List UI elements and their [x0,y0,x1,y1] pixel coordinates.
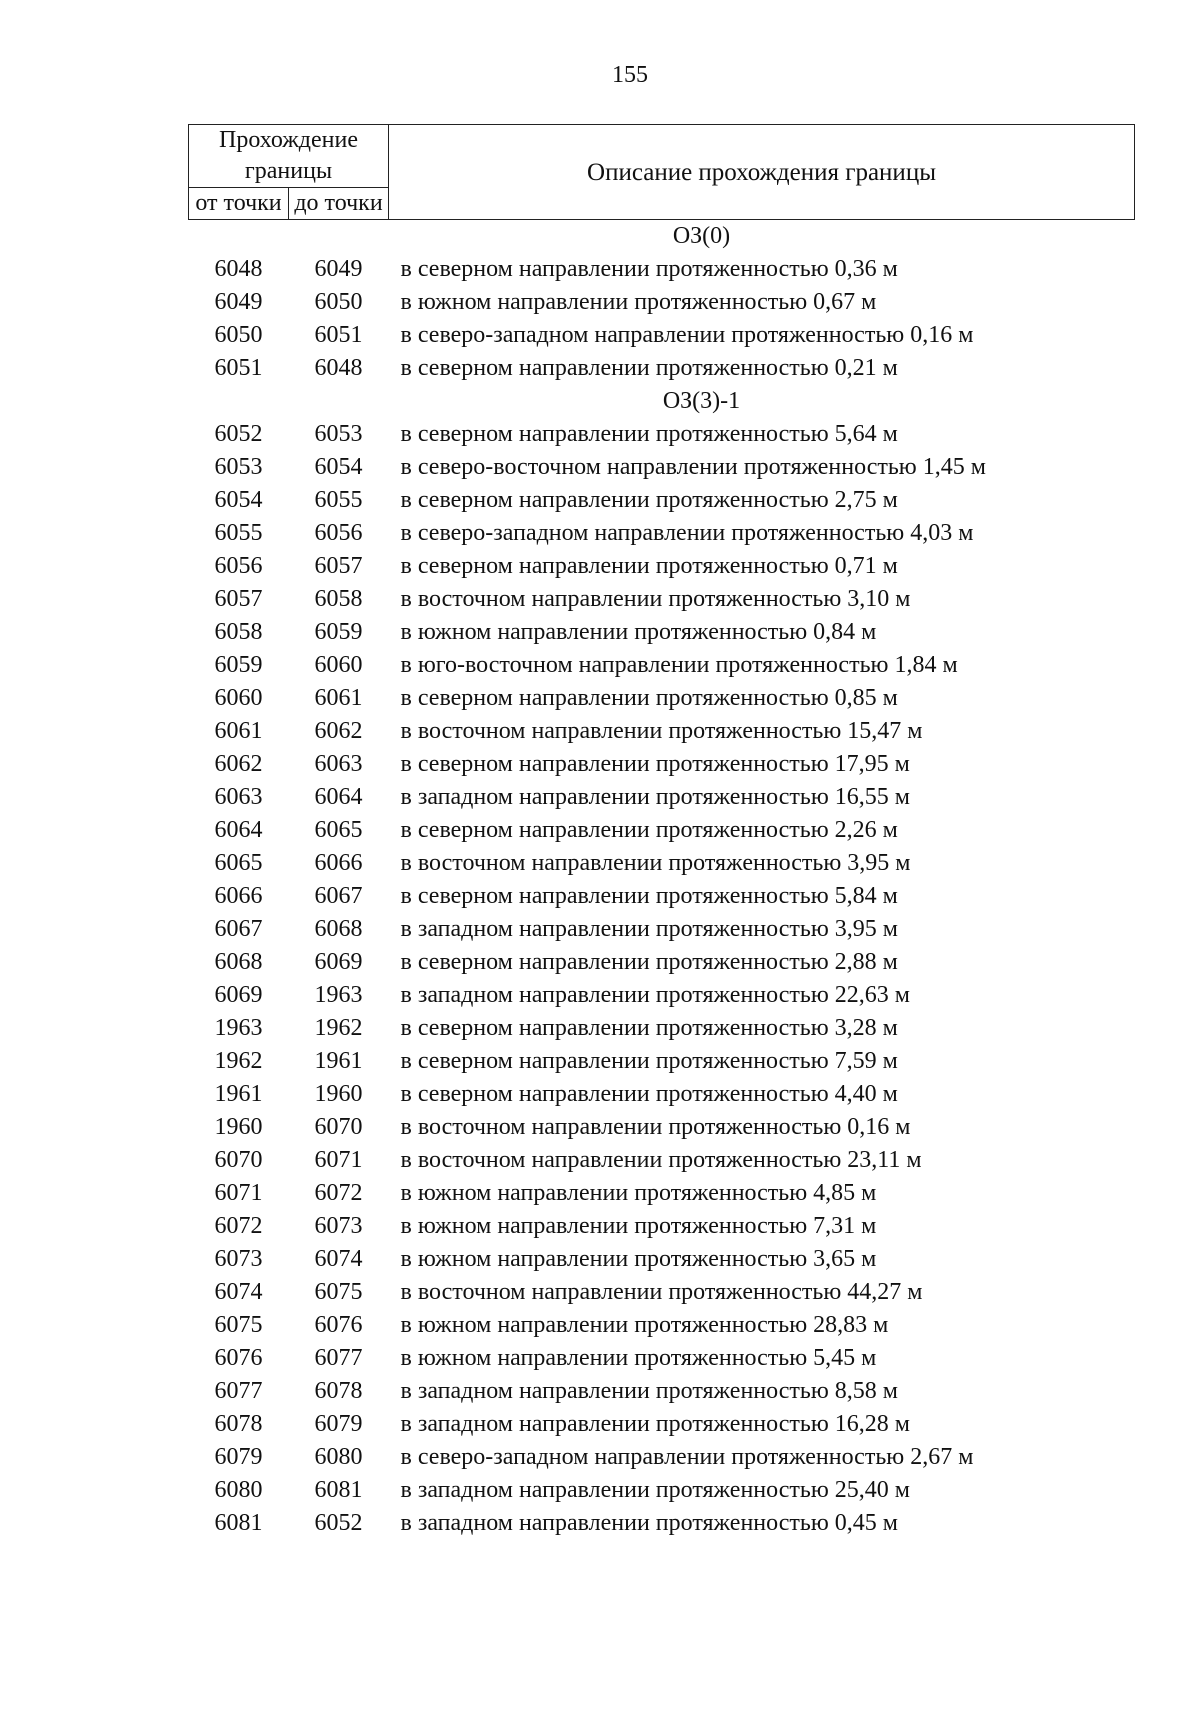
description-cell: в восточном направлении протяженностью 44,27 м [400,1279,923,1305]
description-cell: в южном направлении протяженностью 3,65 м [400,1246,877,1272]
to-point-cell: 6067 [314,883,363,909]
table-row [189,1078,1135,1111]
table-row [189,583,1135,616]
from-point-cell: 6053 [214,454,263,480]
page-number: 155 [612,62,648,88]
table-row [189,286,1135,319]
from-point-cell: 6067 [214,916,263,942]
table-row [189,451,1135,484]
description-cell: в южном направлении протяженностью 0,67 м [400,289,877,315]
description-cell: в северо-западном направлении протяженностью 4,03 м [400,520,974,546]
table-row [189,847,1135,880]
to-point-cell: 6057 [314,553,363,579]
table-row [189,1276,1135,1309]
table-row [189,550,1135,583]
from-point-cell: 6048 [214,256,263,282]
from-point-cell: 6075 [214,1312,263,1338]
header-passage: Прохождение границы [189,125,389,188]
table-row [189,352,1135,385]
table-row [189,1309,1135,1342]
description-cell: в северном направлении протяженностью 7,59 м [400,1048,898,1074]
from-point-cell: 6071 [214,1180,263,1206]
description-cell: в северном направлении протяженностью 2,26 м [400,817,898,843]
table-row [189,682,1135,715]
description-cell: в северном направлении протяженностью 17,95 м [400,751,910,777]
description-cell: в северном направлении протяженностью 3,28 м [400,1015,898,1041]
description-cell: в северном направлении протяженностью 0,71 м [400,553,898,579]
to-point-cell: 6062 [314,718,363,744]
from-point-cell: 6050 [214,322,263,348]
to-point-cell: 6073 [314,1213,363,1239]
from-point-cell: 6073 [214,1246,263,1272]
description-cell: в северном направлении протяженностью 5,64 м [400,421,898,447]
from-point-cell: 6072 [214,1213,263,1239]
description-cell: в южном направлении протяженностью 0,84 м [400,619,877,645]
to-point-cell: 6070 [314,1114,363,1140]
table-row [189,1243,1135,1276]
table-row [189,1210,1135,1243]
table-row [189,946,1135,979]
table-row [189,319,1135,352]
header-description: Описание прохождения границы [389,125,1135,220]
description-cell: в южном направлении протяженностью 5,45 м [400,1345,877,1371]
to-point-cell: 6068 [314,916,363,942]
table-row [189,1045,1135,1078]
description-cell: в северо-западном направлении протяженностью 2,67 м [400,1444,974,1470]
from-point-cell: 6057 [214,586,263,612]
table-row [189,649,1135,682]
description-cell: в восточном направлении протяженностью 15,47 м [400,718,923,744]
from-point-cell: 6080 [214,1477,263,1503]
to-point-cell: 6060 [314,652,363,678]
to-point-cell: 6065 [314,817,363,843]
description-cell: в западном направлении протяженностью 8,58 м [400,1378,898,1404]
from-point-cell: 6052 [214,421,263,447]
from-point-cell: 1960 [214,1114,263,1140]
description-cell: в восточном направлении протяженностью 3,95 м [400,850,911,876]
table-row [189,418,1135,451]
description-cell: в западном направлении протяженностью 3,95 м [400,916,898,942]
from-point-cell: 6060 [214,685,263,711]
to-point-cell: 6053 [314,421,363,447]
description-cell: в западном направлении протяженностью 0,45 м [400,1510,898,1536]
from-point-cell: 6063 [214,784,263,810]
to-point-cell: 1963 [314,982,363,1008]
to-point-cell: 6072 [314,1180,363,1206]
from-point-cell: 6074 [214,1279,263,1305]
description-cell: в южном направлении протяженностью 28,83 м [400,1312,889,1338]
to-point-cell: 6079 [314,1411,363,1437]
description-cell: в восточном направлении протяженностью 0,16 м [400,1114,911,1140]
to-point-cell: 6078 [314,1378,363,1404]
to-point-cell: 6059 [314,619,363,645]
description-cell: в северном направлении протяженностью 0,85 м [400,685,898,711]
from-point-cell: 6065 [214,850,263,876]
from-point-cell: 6056 [214,553,263,579]
from-point-cell: 1961 [214,1081,263,1107]
table-row [189,1144,1135,1177]
description-cell: в южном направлении протяженностью 7,31 м [400,1213,877,1239]
table-row [189,1375,1135,1408]
table-body [189,220,1135,1541]
section-title: ОЗ(3)-1 [662,388,741,414]
table-row [189,253,1135,286]
table-row [189,781,1135,814]
section-title-row [189,220,1135,254]
to-point-cell: 6071 [314,1147,363,1173]
to-point-cell: 6074 [314,1246,363,1272]
from-point-cell: 6049 [214,289,263,315]
to-point-cell: 6080 [314,1444,363,1470]
from-point-cell: 6069 [214,982,263,1008]
table-row [189,913,1135,946]
from-point-cell: 6077 [214,1378,263,1404]
from-point-cell: 6076 [214,1345,263,1371]
boundary-table [188,124,1135,1540]
to-point-cell: 6051 [314,322,363,348]
description-cell: в северо-западном направлении протяженностью 0,16 м [400,322,974,348]
to-point-cell: 6063 [314,751,363,777]
from-point-cell: 6066 [214,883,263,909]
to-point-cell: 6050 [314,289,363,315]
table-row [189,1111,1135,1144]
to-point-cell: 1962 [314,1015,363,1041]
from-point-cell: 6078 [214,1411,263,1437]
to-point-cell: 1961 [314,1048,363,1074]
to-point-cell: 6061 [314,685,363,711]
table-row [189,1177,1135,1210]
table-row [189,1474,1135,1507]
to-point-cell: 6049 [314,256,363,282]
to-point-cell: 6055 [314,487,363,513]
table-row [189,1408,1135,1441]
from-point-cell: 6054 [214,487,263,513]
table-row [189,880,1135,913]
description-cell: в северо-восточном направлении протяженностью 1,45 м [400,454,986,480]
description-cell: в западном направлении протяженностью 25,40 м [400,1477,910,1503]
description-cell: в западном направлении протяженностью 22,63 м [400,982,910,1008]
from-point-cell: 1963 [214,1015,263,1041]
table-row [189,1342,1135,1375]
to-point-cell: 6076 [314,1312,363,1338]
description-cell: в западном направлении протяженностью 16,28 м [400,1411,910,1437]
from-point-cell: 1962 [214,1048,263,1074]
description-cell: в северном направлении протяженностью 2,88 м [400,949,898,975]
header-from-point: от точки [189,188,289,220]
table-row [189,715,1135,748]
table-row [189,1012,1135,1045]
description-cell: в восточном направлении протяженностью 23,11 м [400,1147,922,1173]
to-point-cell: 6054 [314,454,363,480]
to-point-cell: 6077 [314,1345,363,1371]
to-point-cell: 1960 [314,1081,363,1107]
description-cell: в северном направлении протяженностью 2,75 м [400,487,898,513]
description-cell: в северном направлении протяженностью 0,21 м [400,355,898,381]
to-point-cell: 6069 [314,949,363,975]
from-point-cell: 6068 [214,949,263,975]
description-cell: в северном направлении протяженностью 4,40 м [400,1081,898,1107]
section-title: ОЗ(0) [672,223,731,249]
from-point-cell: 6081 [214,1510,263,1536]
to-point-cell: 6058 [314,586,363,612]
table-row [189,1441,1135,1474]
from-point-cell: 6064 [214,817,263,843]
from-point-cell: 6061 [214,718,263,744]
description-cell: в восточном направлении протяженностью 3,10 м [400,586,911,612]
from-point-cell: 6079 [214,1444,263,1470]
from-point-cell: 6055 [214,520,263,546]
from-point-cell: 6051 [214,355,263,381]
to-point-cell: 6064 [314,784,363,810]
from-point-cell: 6059 [214,652,263,678]
description-cell: в южном направлении протяженностью 4,85 м [400,1180,877,1206]
to-point-cell: 6075 [314,1279,363,1305]
table-row [189,814,1135,847]
from-point-cell: 6070 [214,1147,263,1173]
to-point-cell: 6056 [314,520,363,546]
description-cell: в северном направлении протяженностью 0,36 м [400,256,898,282]
table-row [189,748,1135,781]
table-row [189,616,1135,649]
table-row [189,1507,1135,1540]
table-row [189,484,1135,517]
description-cell: в северном направлении протяженностью 5,84 м [400,883,898,909]
from-point-cell: 6058 [214,619,263,645]
description-cell: в юго-восточном направлении протяженностью 1,84 м [400,652,958,678]
description-cell: в западном направлении протяженностью 16,55 м [400,784,910,810]
section-title-row [189,385,1135,418]
table-row [189,517,1135,550]
table-header [189,125,1135,220]
header-to-point: до точки [289,188,389,220]
table-row [189,979,1135,1012]
from-point-cell: 6062 [214,751,263,777]
to-point-cell: 6052 [314,1510,363,1536]
to-point-cell: 6048 [314,355,363,381]
to-point-cell: 6081 [314,1477,363,1503]
to-point-cell: 6066 [314,850,363,876]
